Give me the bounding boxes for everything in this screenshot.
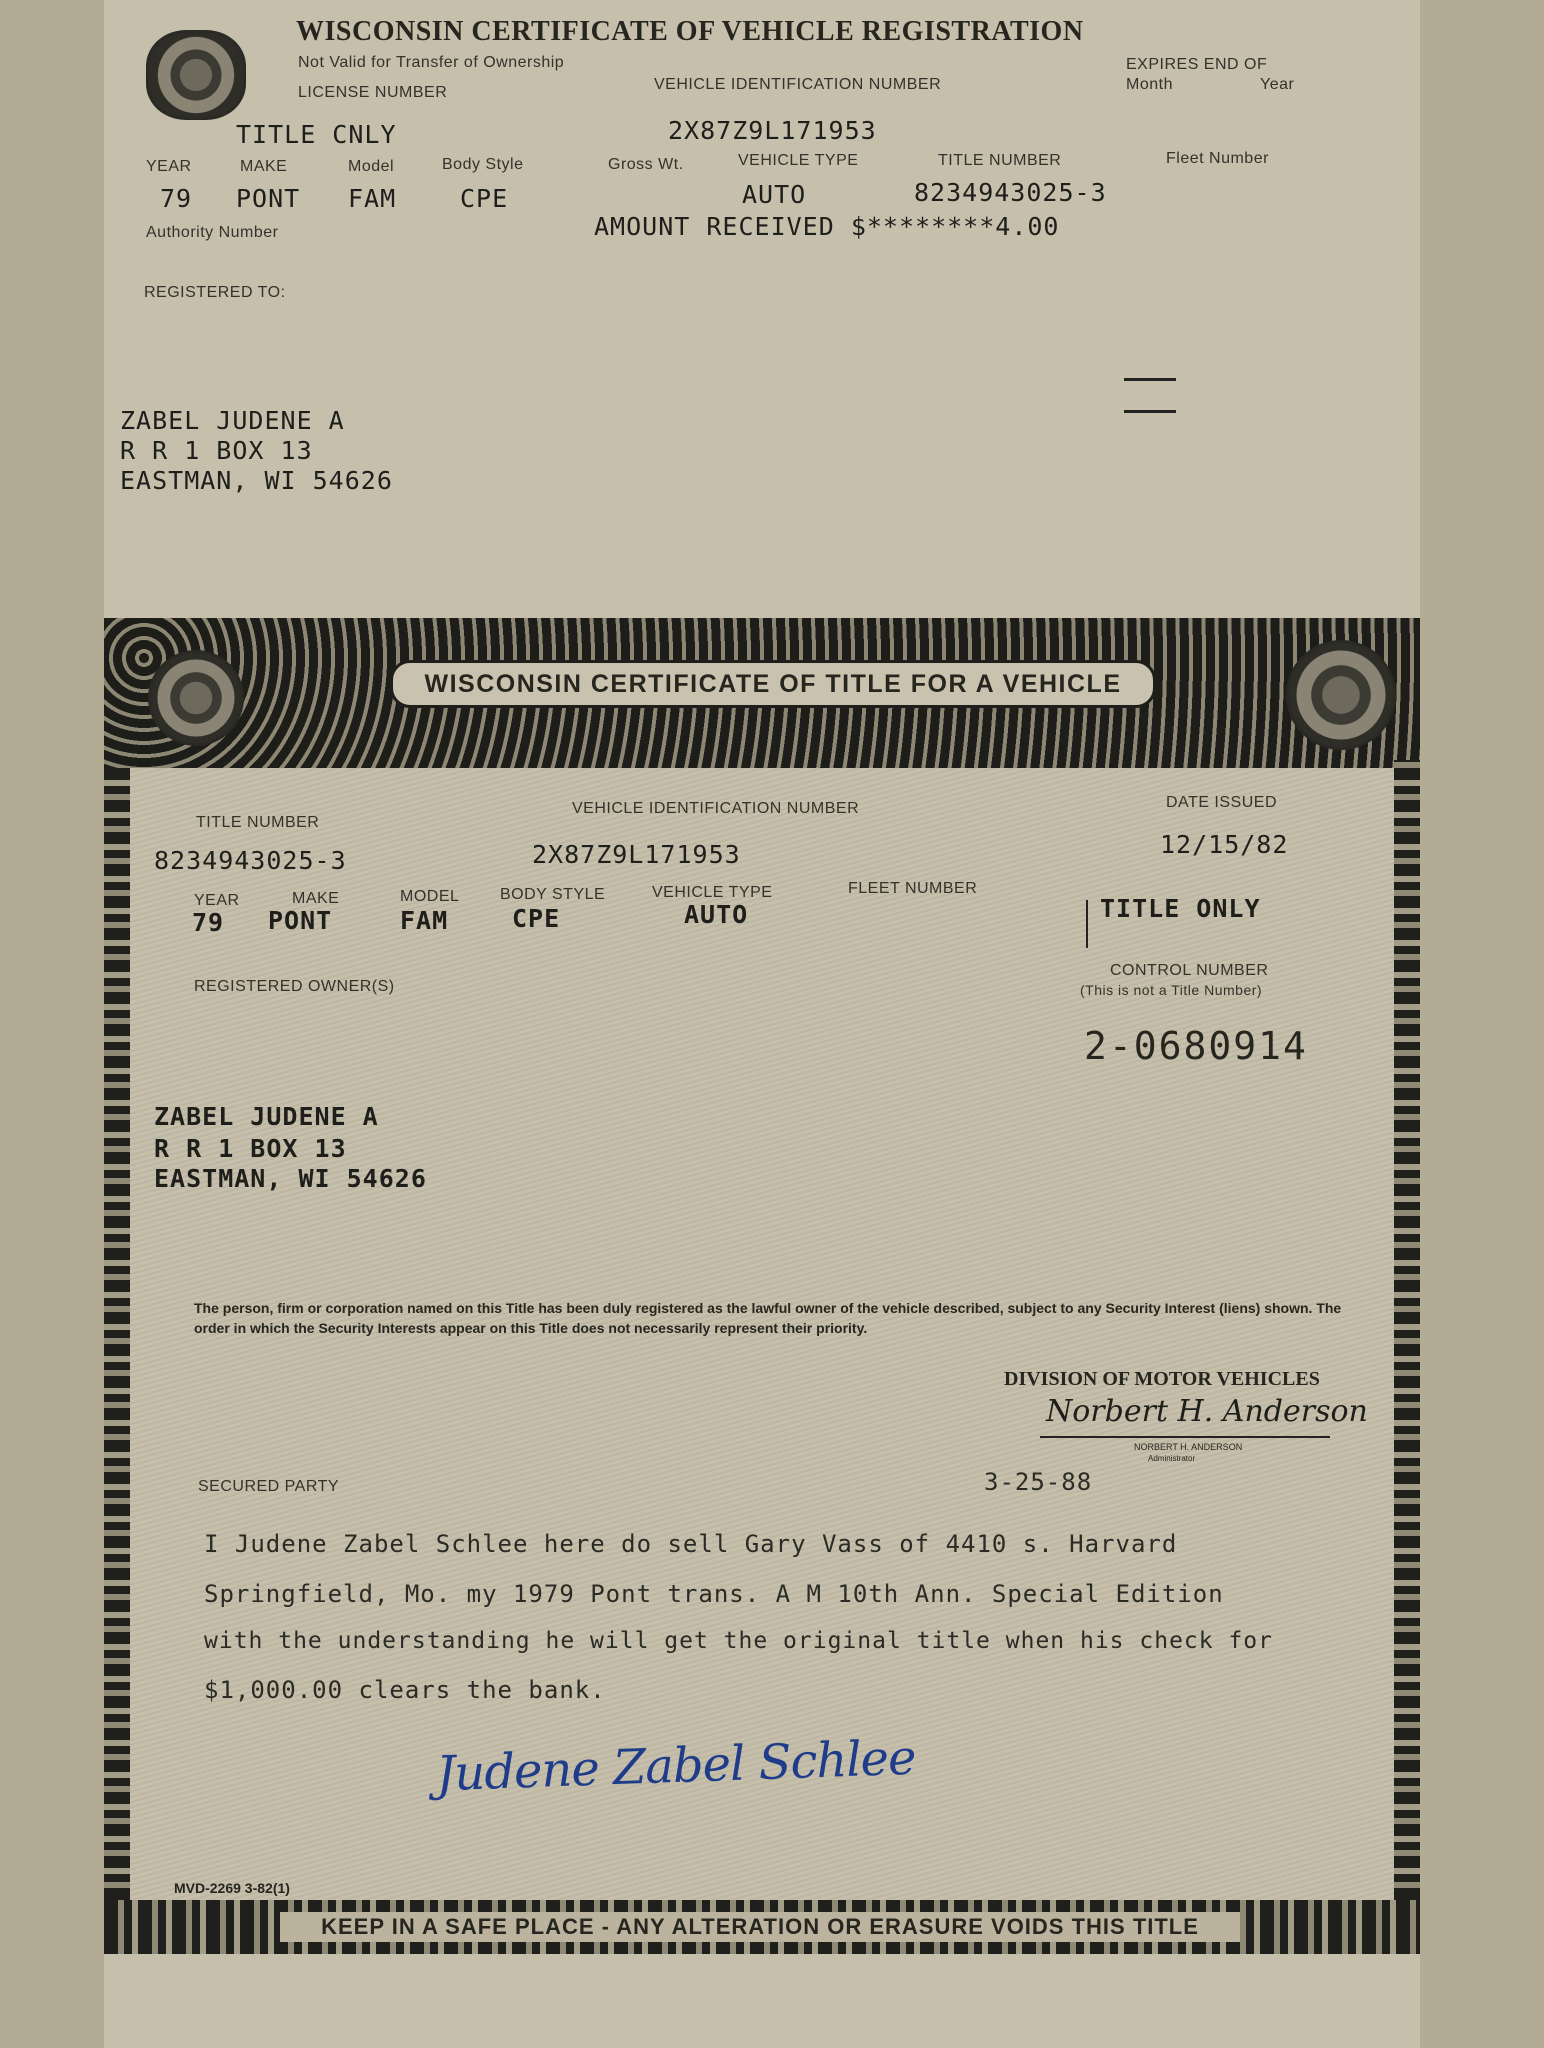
vin-value: 2X87Z9L171953 <box>668 116 877 145</box>
vin-label: VEHICLE IDENTIFICATION NUMBER <box>572 800 860 817</box>
reg-owner-line-2: R R 1 BOX 13 <box>120 436 313 465</box>
model-value: FAM <box>400 906 449 935</box>
year-value: 79 <box>192 908 225 937</box>
keep-safe-warning: KEEP IN A SAFE PLACE - ANY ALTERATION OR ERASURE VOIDS THIS TITLE <box>280 1912 1240 1942</box>
form-number: MVD-2269 3-82(1) <box>174 1880 290 1896</box>
dmv-administrator-name: NORBERT H. ANDERSON <box>1134 1442 1243 1452</box>
left-border <box>104 768 130 1900</box>
secured-party-label: SECURED PARTY <box>198 1478 340 1495</box>
registration-title: WISCONSIN CERTIFICATE OF VEHICLE REGISTRATION <box>296 16 1084 47</box>
model-label: MODEL <box>400 888 460 905</box>
body-style-value: CPE <box>512 904 561 933</box>
title-number-value: 8234943025-3 <box>154 846 347 875</box>
body-style-value: CPE <box>460 184 509 213</box>
dmv-administrator-role: Administrator <box>1148 1454 1196 1463</box>
handwritten-date: 3-25-88 <box>984 1468 1093 1496</box>
model-value: FAM <box>348 184 397 213</box>
typed-note-line-4: $1,000.00 clears the bank. <box>204 1676 606 1704</box>
vin-label: VEHICLE IDENTIFICATION NUMBER <box>654 76 942 93</box>
typed-note-line-2: Springfield, Mo. my 1979 Pont trans. A M 10th Ann. Special Edition <box>204 1580 1224 1608</box>
title-number-label: TITLE NUMBER <box>938 152 1062 169</box>
dmv-signature: Norbert H. Anderson <box>1046 1394 1368 1429</box>
vehicle-type-label: VEHICLE TYPE <box>738 152 859 169</box>
gross-weight-label: Gross Wt. <box>608 156 684 173</box>
seller-signature: Judene Zabel Schlee <box>435 1729 917 1803</box>
title-only-status: TITLE ONLY <box>1100 894 1261 923</box>
control-number-note: (This is not a Title Number) <box>1080 982 1263 998</box>
registered-owners-label: REGISTERED OWNER(S) <box>194 978 395 995</box>
title-number-label: TITLE NUMBER <box>196 814 320 831</box>
expires-label: EXPIRES END OF <box>1126 56 1268 73</box>
license-number-label: LICENSE NUMBER <box>298 84 448 101</box>
reg-owner-line-1: ZABEL JUDENE A <box>120 406 345 435</box>
status-divider <box>1086 900 1088 948</box>
make-label: MAKE <box>292 890 340 907</box>
title-owner-line-3: EASTMAN, WI 54626 <box>154 1164 427 1193</box>
title-certificate-heading: WISCONSIN CERTIFICATE OF TITLE FOR A VEHICLE <box>390 660 1156 708</box>
make-label: MAKE <box>240 158 288 175</box>
date-issued-label: DATE ISSUED <box>1166 794 1277 811</box>
expires-year-label: Year <box>1260 76 1295 93</box>
dash-mark <box>1124 378 1176 381</box>
year-label: YEAR <box>194 892 240 909</box>
vehicle-type-value: AUTO <box>742 180 807 209</box>
registered-to-label: REGISTERED TO: <box>144 284 286 301</box>
title-owner-line-2: R R 1 BOX 13 <box>154 1134 347 1163</box>
right-border <box>1394 760 1420 1900</box>
registration-subtitle: Not Valid for Transfer of Ownership <box>298 54 565 71</box>
title-owner-line-1: ZABEL JUDENE A <box>154 1102 379 1131</box>
body-style-label: Body Style <box>442 156 524 173</box>
dmv-seal-icon <box>1286 640 1396 750</box>
vin-value: 2X87Z9L171953 <box>532 840 741 869</box>
fleet-number-label: Fleet Number <box>1166 150 1269 167</box>
amount-received: AMOUNT RECEIVED $********4.00 <box>594 212 1060 241</box>
dmv-signature-line <box>1040 1436 1330 1438</box>
date-issued-value: 12/15/82 <box>1160 830 1289 859</box>
fleet-number-label: FLEET NUMBER <box>848 880 978 897</box>
license-number-value: TITLE CNLY <box>236 120 397 149</box>
expires-month-label: Month <box>1126 76 1173 93</box>
typed-note-line-3: with the understanding he will get the original title when his check for <box>204 1628 1273 1654</box>
authority-number-label: Authority Number <box>146 224 279 241</box>
title-number-value: 8234943025-3 <box>914 178 1107 207</box>
reg-owner-line-3: EASTMAN, WI 54626 <box>120 466 393 495</box>
model-label: Model <box>348 158 395 175</box>
control-number-label: CONTROL NUMBER <box>1110 962 1269 979</box>
dmv-label: DIVISION OF MOTOR VEHICLES <box>1004 1368 1320 1390</box>
dash-mark <box>1124 410 1176 413</box>
vehicle-type-label: VEHICLE TYPE <box>652 884 773 901</box>
typed-note-line-1: I Judene Zabel Schlee here do sell Gary Vass of 4410 s. Harvard <box>204 1530 1178 1558</box>
wisconsin-seal-icon <box>146 30 246 120</box>
make-value: PONT <box>236 184 301 213</box>
year-label: YEAR <box>146 158 192 175</box>
wisconsin-seal-icon <box>148 650 244 746</box>
vehicle-type-value: AUTO <box>684 900 749 929</box>
make-value: PONT <box>268 906 333 935</box>
control-number-value: 2-0680914 <box>1084 1024 1308 1068</box>
year-value: 79 <box>160 184 193 213</box>
body-style-label: BODY STYLE <box>500 886 606 903</box>
legal-statement: The person, firm or corporation named on this Title has been duly registered as the lawful owner of the vehicle described, subject to any Security Interest (liens) shown. The order in which the Security Interests appear on this Title does not necessarily represent their priority. <box>194 1300 1342 1336</box>
